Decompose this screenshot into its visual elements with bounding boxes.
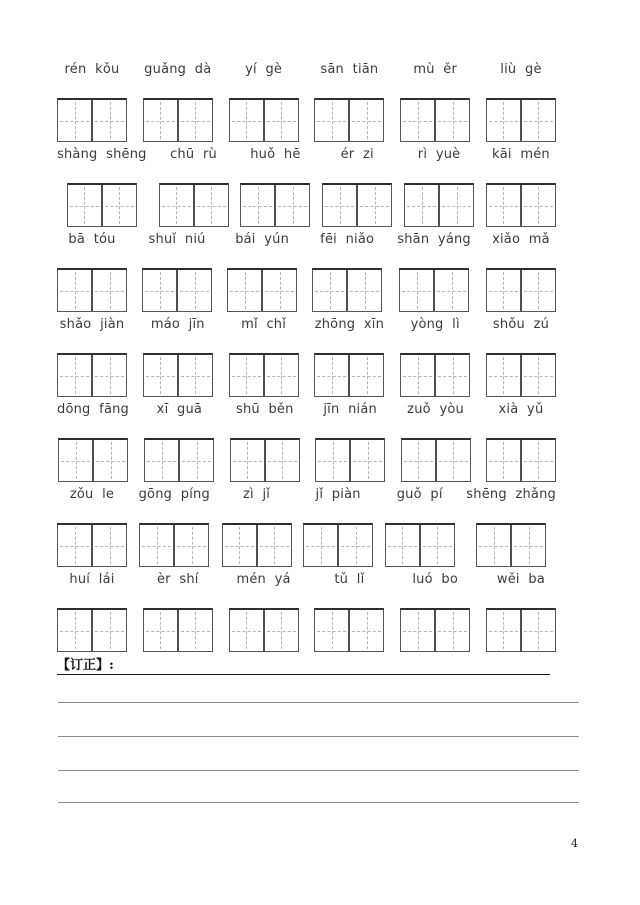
character-grid-cell <box>522 100 555 141</box>
writing-box-pair <box>58 438 128 482</box>
word-entry <box>230 402 300 487</box>
correction-section <box>57 656 550 675</box>
writing-box-pair <box>57 268 127 312</box>
pinyin-label: ér zi <box>340 147 374 162</box>
writing-box-pair <box>385 523 455 567</box>
character-grid-cell <box>487 610 522 651</box>
word-entry <box>159 147 229 232</box>
word-entry <box>486 147 556 232</box>
pinyin-label: zhōng xīn <box>314 317 385 332</box>
word-entry <box>486 232 556 317</box>
writing-box-pair <box>400 608 470 652</box>
writing-box-pair <box>486 608 556 652</box>
writing-line <box>58 770 579 771</box>
writing-box-pair <box>57 523 127 567</box>
pinyin-label: mǐ chǐ <box>241 317 287 332</box>
character-grid-cell <box>487 440 522 481</box>
character-grid-cell <box>405 185 440 226</box>
pinyin-label: xià yǔ <box>498 402 544 417</box>
pinyin-label: fēi niǎo <box>320 232 375 247</box>
pinyin-label: dōng fāng <box>57 402 129 417</box>
character-grid-cell <box>58 270 93 311</box>
character-grid-cell <box>435 270 468 311</box>
word-entry <box>57 62 127 147</box>
character-grid-cell <box>195 185 228 226</box>
character-grid-cell <box>401 100 436 141</box>
character-grid-cell <box>477 525 512 566</box>
pinyin-label: zuǒ yòu <box>407 402 464 417</box>
character-grid-cell <box>522 440 555 481</box>
pinyin-label: huǒ hē <box>250 147 301 162</box>
pinyin-label: kāi mén <box>492 147 550 162</box>
character-grid-cell <box>265 355 298 396</box>
character-grid-cell <box>276 185 309 226</box>
word-row <box>57 147 556 232</box>
word-row <box>57 402 556 487</box>
character-grid-cell <box>522 355 555 396</box>
character-grid-cell <box>350 355 383 396</box>
character-grid-cell <box>512 525 545 566</box>
character-grid-cell <box>144 355 179 396</box>
writing-box-pair <box>230 438 300 482</box>
character-grid-cell <box>386 525 421 566</box>
character-grid-cell <box>316 440 351 481</box>
pinyin-label: yí gè <box>245 62 283 77</box>
pinyin-label: shān yáng <box>397 232 471 247</box>
word-entry <box>314 317 384 402</box>
writing-line <box>58 702 579 703</box>
writing-box-pair <box>57 98 127 142</box>
writing-box-pair <box>322 183 392 227</box>
word-row <box>57 572 556 657</box>
writing-box-pair <box>486 438 556 482</box>
writing-box-pair <box>401 438 471 482</box>
character-grid-cell <box>402 440 437 481</box>
writing-box-pair <box>314 608 384 652</box>
pinyin-label: sān tiān <box>320 62 379 77</box>
writing-box-pair <box>142 268 212 312</box>
word-entry <box>144 402 214 487</box>
character-grid-cell <box>179 610 212 651</box>
pinyin-label: mén yá <box>236 572 291 587</box>
character-grid-cell <box>400 270 435 311</box>
character-grid-cell <box>144 610 179 651</box>
character-grid-cell <box>436 610 469 651</box>
character-grid-cell <box>258 525 291 566</box>
writing-box-pair <box>240 183 310 227</box>
character-grid-cell <box>94 440 127 481</box>
writing-box-pair <box>400 353 470 397</box>
pinyin-label: guǒ pí <box>396 487 443 502</box>
pinyin-label: luó bo <box>412 572 459 587</box>
character-grid-cell <box>231 440 266 481</box>
word-entry <box>303 487 373 572</box>
pinyin-label: rén kǒu <box>64 62 120 77</box>
writing-box-pair <box>143 608 213 652</box>
word-entry <box>142 232 212 317</box>
character-grid-cell <box>58 355 93 396</box>
character-grid-cell <box>440 185 473 226</box>
writing-box-pair <box>314 353 384 397</box>
word-entry <box>404 147 474 232</box>
character-grid-cell <box>350 610 383 651</box>
pinyin-label: xī guā <box>156 402 203 417</box>
pinyin-label: zì jǐ <box>242 487 271 502</box>
writing-box-pair <box>303 523 373 567</box>
character-grid-cell <box>487 100 522 141</box>
word-entry <box>486 402 556 487</box>
word-entry <box>57 147 147 232</box>
page-number: 4 <box>571 837 578 850</box>
character-grid-cell <box>241 185 276 226</box>
word-entry <box>314 62 384 147</box>
character-grid-cell <box>160 185 195 226</box>
character-grid-cell <box>522 610 555 651</box>
character-grid-cell <box>436 355 469 396</box>
word-entry <box>143 317 213 402</box>
character-grid-cell <box>228 270 263 311</box>
character-grid-cell <box>487 185 522 226</box>
pinyin-label: èr shí <box>156 572 199 587</box>
character-grid-cell <box>487 355 522 396</box>
pinyin-label: jīn nián <box>323 402 377 417</box>
word-entry <box>314 572 384 657</box>
character-grid-cell <box>58 610 93 651</box>
character-grid-cell <box>313 270 348 311</box>
character-grid-cell <box>93 270 126 311</box>
character-grid-cell <box>358 185 391 226</box>
word-entry <box>229 317 299 402</box>
writing-box-pair <box>315 438 385 482</box>
word-entry <box>401 402 471 487</box>
character-grid-cell <box>351 440 384 481</box>
word-entry <box>57 402 129 487</box>
pinyin-label: shū běn <box>235 402 294 417</box>
character-grid-cell <box>93 610 126 651</box>
pinyin-label: yòng lì <box>410 317 460 332</box>
pinyin-label: chū rù <box>170 147 217 162</box>
writing-box-pair <box>144 438 214 482</box>
character-grid-cell <box>93 355 126 396</box>
character-grid-cell <box>68 185 103 226</box>
pinyin-label: jǐ piàn <box>315 487 361 502</box>
word-entry <box>486 62 556 147</box>
writing-line <box>58 802 579 803</box>
writing-box-pair <box>486 183 556 227</box>
character-grid-cell <box>58 100 93 141</box>
word-entry <box>229 62 299 147</box>
word-entry <box>222 487 292 572</box>
writing-box-pair <box>67 183 137 227</box>
writing-box-pair <box>404 183 474 227</box>
character-grid-cell <box>421 525 454 566</box>
pinyin-label: xiǎo mǎ <box>492 232 550 247</box>
character-grid-cell <box>436 100 469 141</box>
correction-label: 【订正】: <box>57 658 114 673</box>
writing-box-pair <box>400 98 470 142</box>
pinyin-label: bái yún <box>235 232 290 247</box>
word-entry <box>57 232 127 317</box>
word-row <box>57 317 556 402</box>
character-grid-cell <box>304 525 339 566</box>
character-grid-cell <box>265 100 298 141</box>
writing-box-pair <box>159 183 229 227</box>
character-grid-cell <box>93 525 126 566</box>
word-entry <box>143 572 213 657</box>
character-grid-cell <box>315 100 350 141</box>
character-grid-cell <box>140 525 175 566</box>
writing-box-pair <box>486 98 556 142</box>
character-grid-cell <box>223 525 258 566</box>
word-entry <box>385 487 455 572</box>
pinyin-label: tǔ lǐ <box>334 572 365 587</box>
character-grid-cell <box>348 270 381 311</box>
writing-box-pair <box>476 523 546 567</box>
writing-box-pair <box>57 353 127 397</box>
word-entry <box>322 147 392 232</box>
writing-box-pair <box>143 98 213 142</box>
character-grid-cell <box>315 355 350 396</box>
pinyin-label: liù gè <box>500 62 542 77</box>
character-grid-cell <box>401 355 436 396</box>
word-entry <box>229 572 299 657</box>
writing-box-pair <box>229 608 299 652</box>
pinyin-label: shǒu zú <box>492 317 550 332</box>
word-entry <box>315 402 385 487</box>
word-row <box>57 487 556 572</box>
word-entry <box>400 572 470 657</box>
character-grid-cell <box>179 355 212 396</box>
character-grid-cell <box>58 525 93 566</box>
word-entry <box>57 572 127 657</box>
writing-line <box>58 736 579 737</box>
character-grid-cell <box>263 270 296 311</box>
writing-box-pair <box>399 268 469 312</box>
word-entry <box>227 232 297 317</box>
character-grid-cell <box>437 440 470 481</box>
word-entry <box>139 487 210 572</box>
word-entry <box>486 317 556 402</box>
word-entry <box>400 317 470 402</box>
writing-box-pair <box>486 353 556 397</box>
pinyin-label: wěi ba <box>496 572 546 587</box>
character-grid-cell <box>179 100 212 141</box>
writing-box-pair <box>139 523 209 567</box>
writing-box-pair <box>229 353 299 397</box>
writing-box-pair <box>314 98 384 142</box>
character-grid-cell <box>178 270 211 311</box>
character-grid-cell <box>59 440 94 481</box>
character-grid-cell <box>175 525 208 566</box>
character-grid-cell <box>180 440 213 481</box>
word-entry <box>486 572 556 657</box>
character-grid-cell <box>93 100 126 141</box>
pinyin-label: mù ěr <box>413 62 458 77</box>
character-grid-cell <box>103 185 136 226</box>
word-row <box>57 232 556 317</box>
pinyin-label: bā tóu <box>68 232 116 247</box>
word-entry <box>312 232 382 317</box>
writing-box-pair <box>57 608 127 652</box>
character-grid-cell <box>315 610 350 651</box>
character-grid-cell <box>522 270 555 311</box>
pinyin-label: shēng zhǎng <box>466 487 556 502</box>
character-grid-cell <box>145 440 180 481</box>
pinyin-label: máo jīn <box>150 317 205 332</box>
character-grid-cell <box>339 525 372 566</box>
character-grid-cell <box>522 185 555 226</box>
character-grid-cell <box>323 185 358 226</box>
character-grid-cell <box>350 100 383 141</box>
character-grid-cell <box>487 270 522 311</box>
pinyin-label: gōng píng <box>138 487 210 502</box>
writing-box-pair <box>229 98 299 142</box>
word-entry <box>240 147 310 232</box>
character-grid-cell <box>266 440 299 481</box>
character-grid-cell <box>143 270 178 311</box>
character-grid-cell <box>230 610 265 651</box>
character-grid-cell <box>230 100 265 141</box>
character-grid-cell <box>144 100 179 141</box>
word-entry <box>143 62 213 147</box>
pinyin-label: huí lái <box>69 572 115 587</box>
writing-box-pair <box>227 268 297 312</box>
writing-box-pair <box>222 523 292 567</box>
pinyin-label: shàng shēng <box>57 147 147 162</box>
word-entry <box>397 232 471 317</box>
writing-box-pair <box>143 353 213 397</box>
writing-box-pair <box>312 268 382 312</box>
writing-box-pair <box>486 268 556 312</box>
character-grid-cell <box>230 355 265 396</box>
word-entry <box>57 317 127 402</box>
pinyin-label: zǒu le <box>69 487 115 502</box>
character-grid-cell <box>265 610 298 651</box>
pinyin-label: guǎng dà <box>144 62 212 77</box>
word-entry <box>466 487 556 572</box>
pinyin-label: shuǐ niú <box>148 232 206 247</box>
word-row <box>57 62 556 147</box>
pinyin-label: shǎo jiàn <box>59 317 125 332</box>
word-entry <box>400 62 470 147</box>
character-grid-cell <box>401 610 436 651</box>
pinyin-words-grid <box>57 62 556 657</box>
word-entry <box>57 487 127 572</box>
pinyin-label: rì yuè <box>417 147 461 162</box>
